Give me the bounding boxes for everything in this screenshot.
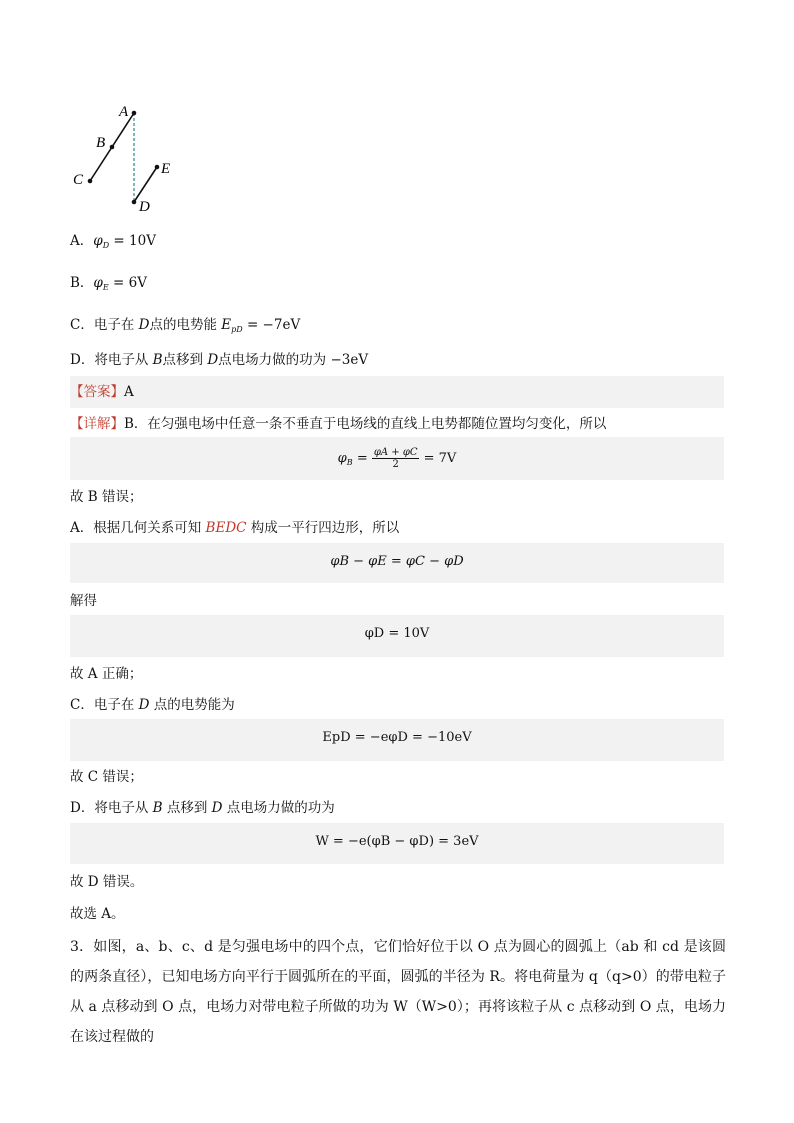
formula-1-lhs: φ: [337, 451, 347, 466]
option-a-phi: φ: [93, 233, 103, 249]
option-c-sub: pD: [231, 325, 243, 334]
geometry-figure: [68, 98, 188, 218]
option-d-mid1: 点移到: [162, 352, 208, 368]
option-a-value: = 10V: [109, 233, 156, 249]
formula-1-fraction: [372, 447, 420, 470]
answer-box: [70, 376, 724, 408]
formula-box-2: [70, 543, 724, 583]
option-c-prefix: C．电子在: [70, 317, 139, 333]
point-b: [110, 145, 115, 150]
formula-box-3: [70, 615, 724, 657]
formula-1: [70, 447, 724, 470]
option-a-sub: D: [102, 241, 110, 250]
step-a-post: 构成一平行四边形，所以: [246, 520, 400, 536]
label-a: A: [119, 104, 129, 120]
formula-3: φD = 10V: [364, 626, 430, 641]
step-c-wrong: 故 C 错误；: [70, 769, 143, 785]
option-a: [70, 231, 156, 256]
step-b-wrong: 故 B 错误；: [70, 489, 143, 505]
formula-2: φB − φE = φC − φD: [330, 554, 464, 569]
step-c-intro: [70, 695, 235, 715]
label-d: D: [139, 199, 150, 215]
step-choose: 故选 A。: [70, 906, 125, 922]
formula-1-den: 2: [392, 459, 399, 470]
step-a-pre: A．根据几何关系可知: [70, 520, 206, 536]
answer-line: [70, 382, 134, 402]
formula-1-lhs-sub: B: [346, 458, 353, 467]
label-e: E: [161, 161, 171, 177]
option-b-value: = 6V: [108, 275, 147, 291]
option-d-point2: D: [207, 352, 219, 368]
detail-text: B．在匀强电场中任意一条不垂直于电场线的直线上电势都随位置均匀变化，所以: [124, 416, 607, 432]
option-b-sub: E: [102, 283, 109, 292]
option-d-point1: B: [152, 352, 163, 368]
option-b: [70, 273, 147, 298]
detail-label: 【详解】: [70, 416, 124, 432]
detail-line: [70, 414, 606, 434]
option-c-value: = −7eV: [242, 317, 301, 333]
segment-de: [134, 167, 157, 202]
formula-box-4: [70, 719, 724, 761]
option-c-point: D: [138, 317, 150, 333]
formula-5: W = −e(φB − φD) = 3eV: [315, 834, 479, 849]
step-d-mid: 点移到: [162, 800, 212, 816]
answer-value: A: [124, 384, 134, 400]
option-a-prefix: A．: [70, 233, 94, 249]
point-a: [132, 111, 137, 116]
point-c: [88, 179, 93, 184]
formula-box-1: [70, 437, 724, 480]
step-a-intro: [70, 518, 399, 538]
step-d-point1: B: [152, 800, 163, 816]
step-d-pre: D．将电子从: [70, 800, 153, 816]
label-c: C: [73, 172, 84, 188]
step-a-shape: BEDC: [205, 520, 247, 536]
formula-1-equals: =: [356, 451, 368, 466]
point-e: [155, 165, 160, 170]
step-c-post: 点的电势能为: [149, 697, 235, 713]
question-3: 3．如图，a、b、c、d 是匀强电场中的四个点，它们恰好位于以 O 点为圆心的圆弧上（ab 和 cd 是该圆的两条直径），已知电场方向平行于圆弧所在的平面，圆弧的半径为 R。将电荷量为 q（q>0）的带电粒子从 a 点移动到 O 点，电场力对带电粒子所做的功为 W（W>0）；再将该粒子从 c 点移动到 O 点，电场力在该过程做的: [70, 939, 726, 1045]
formula-4: EpD = −eφD = −10eV: [322, 730, 472, 745]
formula-box-5: [70, 823, 724, 864]
point-d: [132, 200, 137, 205]
step-c-pre: C．电子在: [70, 697, 139, 713]
step-solve: 解得: [70, 593, 97, 609]
step-d-intro: [70, 798, 335, 818]
option-b-phi: φ: [93, 275, 103, 291]
option-b-prefix: B．: [70, 275, 94, 291]
option-d-mid2: 点电场力做的功为: [218, 352, 331, 368]
step-d-point2: D: [211, 800, 223, 816]
step-c-point: D: [138, 697, 150, 713]
step-a-right: 故 A 正确；: [70, 666, 143, 682]
formula-1-rhs: = 7V: [423, 451, 457, 466]
formula-1-num: φA + φC: [373, 447, 418, 458]
label-b: B: [96, 135, 106, 151]
option-c: [70, 315, 300, 340]
step-d-wrong: 故 D 错误。: [70, 874, 144, 890]
option-d: [70, 350, 368, 370]
option-d-prefix: D．将电子从: [70, 352, 153, 368]
option-c-mid: 点的电势能: [149, 317, 222, 333]
option-d-value: −3eV: [330, 352, 369, 368]
answer-label: 【答案】: [70, 384, 124, 400]
step-d-post: 点电场力做的功为: [222, 800, 335, 816]
option-c-e: E: [221, 317, 232, 333]
